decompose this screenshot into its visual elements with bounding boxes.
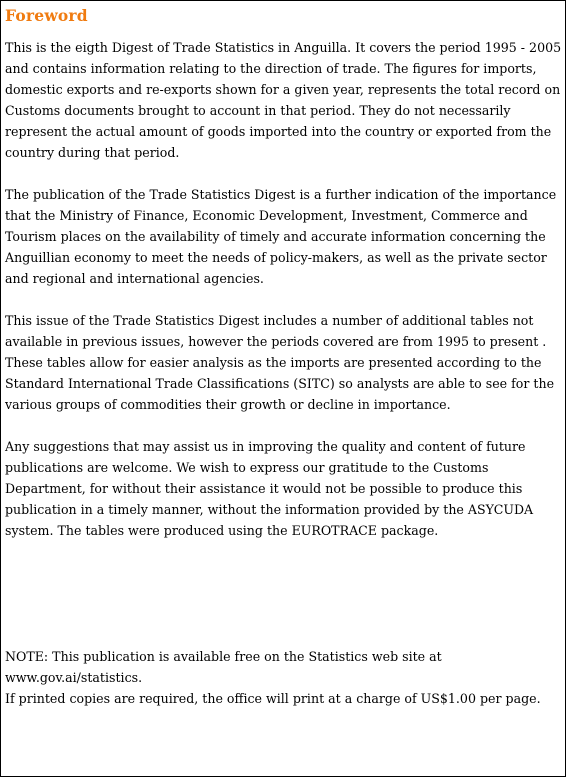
- blank-space: [5, 562, 562, 646]
- page-title: Foreword: [5, 6, 88, 25]
- note-printed-copies: If printed copies are required, the office will print at a charge of US$1.00 per page.: [5, 691, 541, 706]
- note-availability: NOTE: This publication is available free on the Statistics web site at www.gov.ai/statistics.: [5, 649, 442, 685]
- note-block: [5, 646, 562, 709]
- paragraph-suggestions: Any suggestions that may assist us in improving the quality and content of future publications are welcome. We wish to express our gratitude to the Customs Department, for without their assistance it would not be possible to produce this publication in a timely manner, without the information provided by the ASYCUDA system. The tables were produced using the EUROTRACE package.: [5, 439, 534, 538]
- paragraph-publication: The publication of the Trade Statistics Digest is a further indication of the importance that the Ministry of Finance, Economic Development, Investment, Commerce and Tourism places on the availability of timely and accurate information concerning the Anguillian economy to meet the needs of policy-makers, as well as the private sector and regional and international agencies.: [5, 187, 557, 286]
- paragraph-intro: This is the eigth Digest of Trade Statistics in Anguilla. It covers the period 1995 - 2005 and contains information relating to the direction of trade. The figures for imports, domestic exports and re-exports shown for a given year, represents the total record on Customs documents brought to account in that period. They do not necessarily represent the actual amount of goods imported into the country or exported from the country during that period.: [5, 40, 562, 160]
- paragraph-additional-tables: This issue of the Trade Statistics Digest includes a number of additional tables not available in previous issues, however the periods covered are from 1995 to present . These tables allow for easier analysis as the imports are presented according to the Standard International Trade Classifications (SITC) so analysts are able to see for the various groups of commodities their growth or decline in importance.: [5, 313, 555, 412]
